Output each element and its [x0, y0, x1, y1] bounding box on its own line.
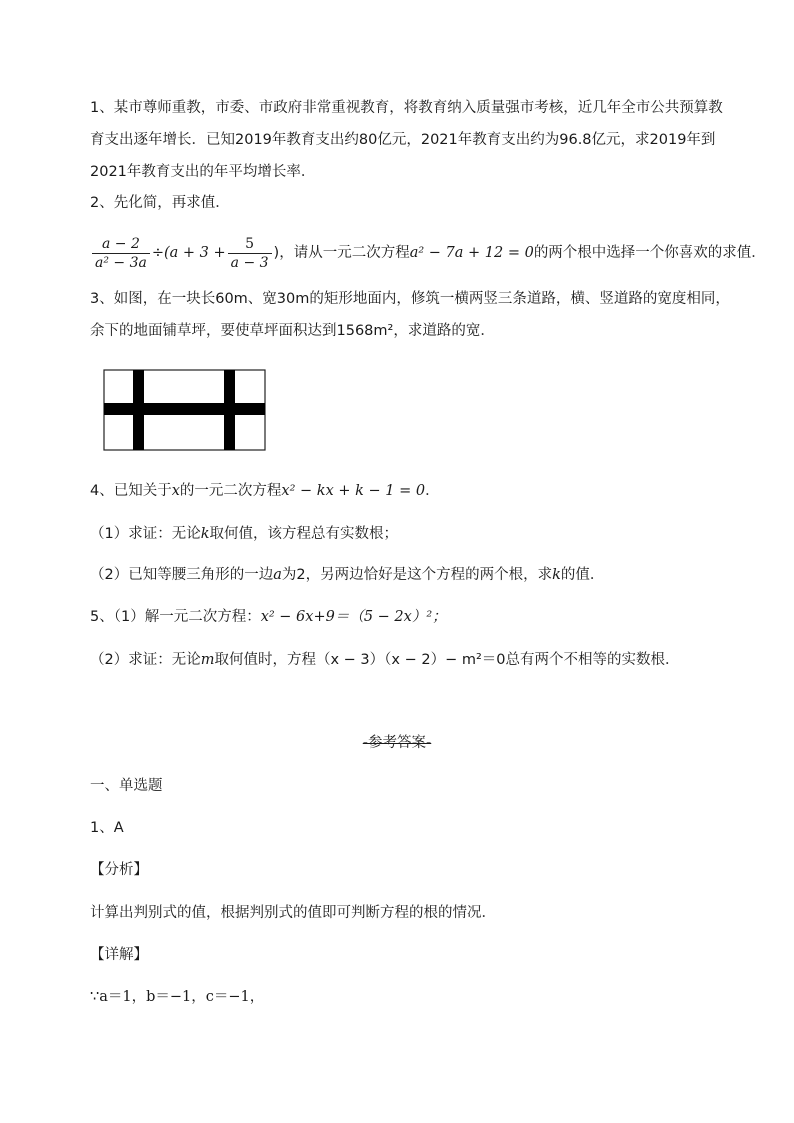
q2-expression	[90, 234, 766, 272]
q4-p2-a: a	[273, 567, 282, 583]
analysis-label: 【分析】	[90, 862, 148, 878]
analysis-text: 计算出判别式的值，根据判别式的值即可判断方程的根的情况．	[90, 905, 496, 921]
vertical-road-left	[133, 370, 144, 450]
detail-label: 【详解】	[90, 947, 148, 963]
q4-var-x: x	[171, 483, 180, 499]
q3-line-2: 余下的地面铺草坪，要使草坪面积达到1568m²，求道路的宽．	[90, 323, 495, 339]
q4-p1-pre: （1）求证：无论	[90, 526, 201, 542]
q5-p2-end: 总有两个不相等的实数根．	[505, 652, 680, 668]
answers-title: -参考答案-	[362, 735, 432, 751]
q5-p1-pre: 5、（1）解一元二次方程：	[90, 609, 261, 625]
q4-p2-k: k	[552, 567, 561, 583]
answers-section: 一、单选题	[90, 778, 163, 794]
q2-equation: a² − 7a + 12 = 0	[409, 245, 534, 261]
q4-p1-end: 取何值，该方程总有实数根；	[209, 526, 399, 542]
q2-text-end: 的两个根中选择一个你喜欢的求值．	[533, 245, 766, 261]
q5-p1-equation: x² − 6x+9＝（5 − 2x）²；	[260, 609, 447, 625]
q4-stem-mid: 的一元二次方程	[179, 483, 282, 499]
q4-p2-mid: 为2，另两边恰好是这个方程的两个根，求	[281, 567, 553, 583]
q2-fraction-2	[228, 235, 272, 272]
q2-text-mid: )，请从一元二次方程	[273, 245, 410, 261]
road-diagram-figure	[103, 369, 267, 453]
q5-part-2	[90, 650, 730, 670]
q4-part-1	[90, 524, 730, 544]
q3-line-1: 3、如图，在一块长60m、宽30m的矩形地面内，修筑一横两竖三条道路，横、竖道路的宽度相同，	[90, 291, 730, 307]
q4-stem-end: ．	[425, 483, 440, 499]
q5-p2-m: m	[200, 652, 215, 668]
answers-title-line	[0, 733, 794, 753]
q1-line-2: 育支出逐年增长．已知2019年教育支出约80亿元，2021年教育支出约为96.8亿元，求2019年到	[90, 132, 716, 148]
q4-p2-end: 的值．	[560, 567, 605, 583]
q2-fraction-1	[92, 235, 150, 272]
q2-fraction-2-denominator: a − 3	[230, 254, 269, 271]
q5-p2-mid: 取何值时，方程（x − 3）（x − 2）− m²＝0	[214, 652, 506, 668]
q1-line-1: 1、某市尊师重教，市委、市政府非常重视教育，将教育纳入质量强市考核，近几年全市公共预算教	[90, 100, 723, 116]
q4-p1-k: k	[200, 526, 210, 542]
q2-fraction-1-numerator: a − 2	[92, 235, 150, 254]
q4-equation: x² − kx + k − 1 = 0	[281, 483, 426, 499]
q4-stem-pre: 4、已知关于	[90, 483, 172, 499]
q1-line-3: 2021年教育支出的年平均增长率．	[90, 164, 316, 180]
q5-p2-pre: （2）求证：无论	[90, 652, 201, 668]
q5-part-1	[90, 607, 730, 627]
q4-part-2	[90, 565, 730, 585]
q4-stem	[90, 481, 730, 501]
vertical-road-right	[224, 370, 235, 450]
q2-fraction-2-numerator: 5	[228, 235, 272, 254]
q2-fraction-1-denominator: a² − 3a	[95, 254, 147, 271]
q2-division-expression: ÷(a + 3 +	[151, 245, 226, 261]
detail-text: ∵a＝1，b＝−1，c＝−1，	[90, 989, 265, 1005]
answers-item-1: 1、A	[90, 820, 124, 836]
q4-p2-pre: （2）已知等腰三角形的一边	[90, 567, 274, 583]
q2-title: 2、先化简，再求值．	[90, 195, 230, 211]
horizontal-road	[104, 403, 265, 415]
